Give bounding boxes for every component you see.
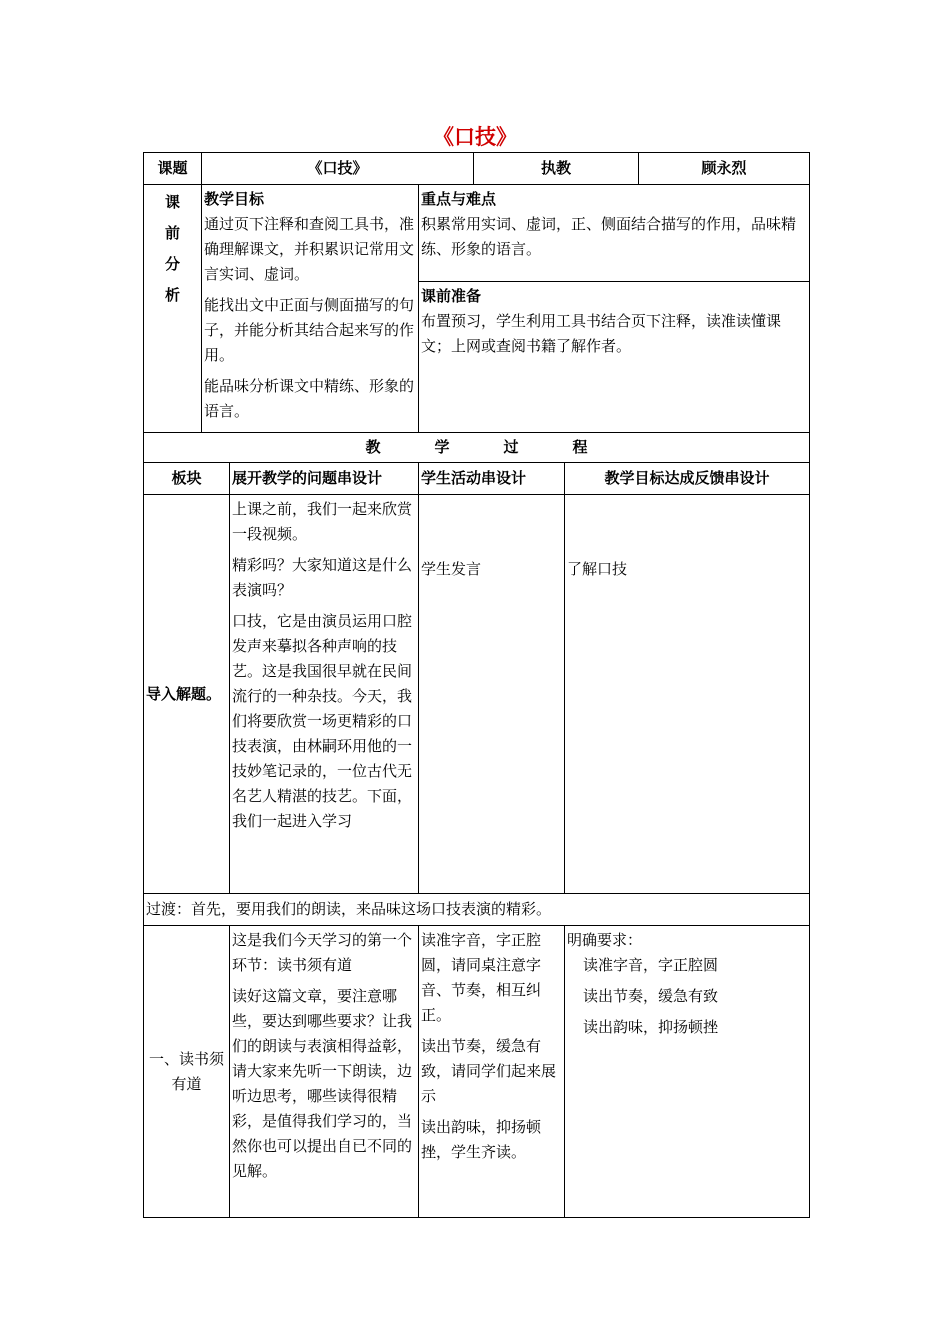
teaching-goals-cell — [202, 185, 419, 433]
question-item: 口技，它是由演员运用口腔发声来摹拟各种声响的技艺。这是我国很早就在民间流行的一种杂技。今天，我们将要欣赏一场更精彩的口技表演，由林嗣环用他的一技妙笔记录的，一位古代无名艺人精湛的技艺。下面，我们一起进入学习 — [232, 612, 413, 830]
key-text: 积累常用实词、虚词，正、侧面结合描写的作用，品味精练、形象的语言。 — [421, 215, 797, 258]
section2-questions — [230, 926, 419, 1218]
pre-analysis-char: 课 — [164, 193, 180, 211]
prep-text: 布置预习，学生利用工具书结合页下注释，读准读懂课文；上网或查阅书籍了解作者。 — [421, 312, 782, 356]
section1-feedback: 了解口技 — [567, 560, 628, 578]
col-block: 板块 — [144, 463, 230, 495]
header-row — [144, 153, 810, 185]
question-item: 读好这篇文章，要注意哪些，要达到哪些要求？让我们的朗读与表演相得益彰，请大家来先听一下朗读，边听边思考，哪些读得很精彩，是值得我们学习的，当然你也可以提出自已不同的见解。 — [232, 987, 413, 1180]
feedback-heading: 明确要求： — [567, 931, 643, 949]
pre-analysis-label — [144, 185, 202, 433]
col-feedback: 教学目标达成反馈串设计 — [565, 463, 810, 495]
topic-value: 《口技》 — [202, 153, 474, 185]
transition-text: 过渡：首先，要用我们的朗读，来品味这场口技表演的精彩。 — [144, 894, 810, 926]
topic-label: 课题 — [144, 153, 202, 185]
feedback-item: 读出节奏，缓急有致 — [583, 987, 719, 1005]
key-points-cell — [419, 185, 810, 282]
pre-analysis-char: 分 — [164, 255, 180, 273]
section2-block: 一、读书须有道 — [144, 926, 230, 1218]
teacher-label: 执教 — [474, 153, 639, 185]
teacher-value: 顾永烈 — [639, 153, 810, 185]
pre-analysis-row — [144, 185, 810, 282]
feedback-item: 读准字音，字正腔圆 — [583, 956, 719, 974]
section1-questions — [230, 495, 419, 894]
section1-block: 导入解题。 — [144, 495, 230, 894]
section2-row — [144, 926, 810, 1218]
process-title: 教学过程 — [365, 438, 642, 456]
section1-activity-cell — [419, 495, 565, 894]
goal-item: 能找出文中正面与侧面描写的句子，并能分析其结合起来写的作用。 — [204, 296, 415, 364]
section2-feedback — [565, 926, 810, 1218]
process-title-cell — [144, 433, 810, 463]
section2-activities — [419, 926, 565, 1218]
section1-activity: 学生发言 — [421, 560, 482, 578]
activity-item: 读出节奏，缓急有致，请同学们起来展示 — [421, 1037, 557, 1105]
question-item: 这是我们今天学习的第一个环节：读书须有道 — [232, 931, 413, 974]
question-item: 精彩吗？大家知道这是什么表演吗？ — [232, 556, 413, 599]
activity-item: 读出韵味，抑扬顿挫，学生齐读。 — [421, 1118, 542, 1161]
prep-heading: 课前准备 — [421, 287, 482, 306]
pre-analysis-char: 析 — [164, 286, 180, 304]
column-header-row — [144, 463, 810, 495]
transition-row — [144, 894, 810, 926]
goal-item: 通过页下注释和查阅工具书，准确理解课文，并积累识记常用文言实词、虚词。 — [204, 215, 415, 283]
key-heading: 重点与难点 — [421, 190, 497, 208]
col-activities: 学生活动串设计 — [419, 463, 565, 495]
section1-row — [144, 495, 810, 894]
goal-item: 能品味分析课文中精练、形象的语言。 — [204, 377, 415, 420]
process-title-row — [144, 433, 810, 463]
goals-heading: 教学目标 — [204, 190, 265, 208]
preparation-cell — [419, 282, 810, 433]
document-title: 《口技》 — [433, 125, 517, 149]
col-questions: 展开教学的问题串设计 — [230, 463, 419, 495]
question-item: 上课之前，我们一起来欣赏一段视频。 — [232, 500, 413, 543]
activity-item: 读准字音，字正腔圆，请同桌注意字音、节奏，相互纠正。 — [421, 931, 542, 1024]
pre-analysis-char: 前 — [164, 224, 180, 242]
feedback-item: 读出韵味，抑扬顿挫 — [583, 1018, 719, 1036]
section1-feedback-cell — [565, 495, 810, 894]
lesson-plan-table — [143, 152, 810, 1218]
